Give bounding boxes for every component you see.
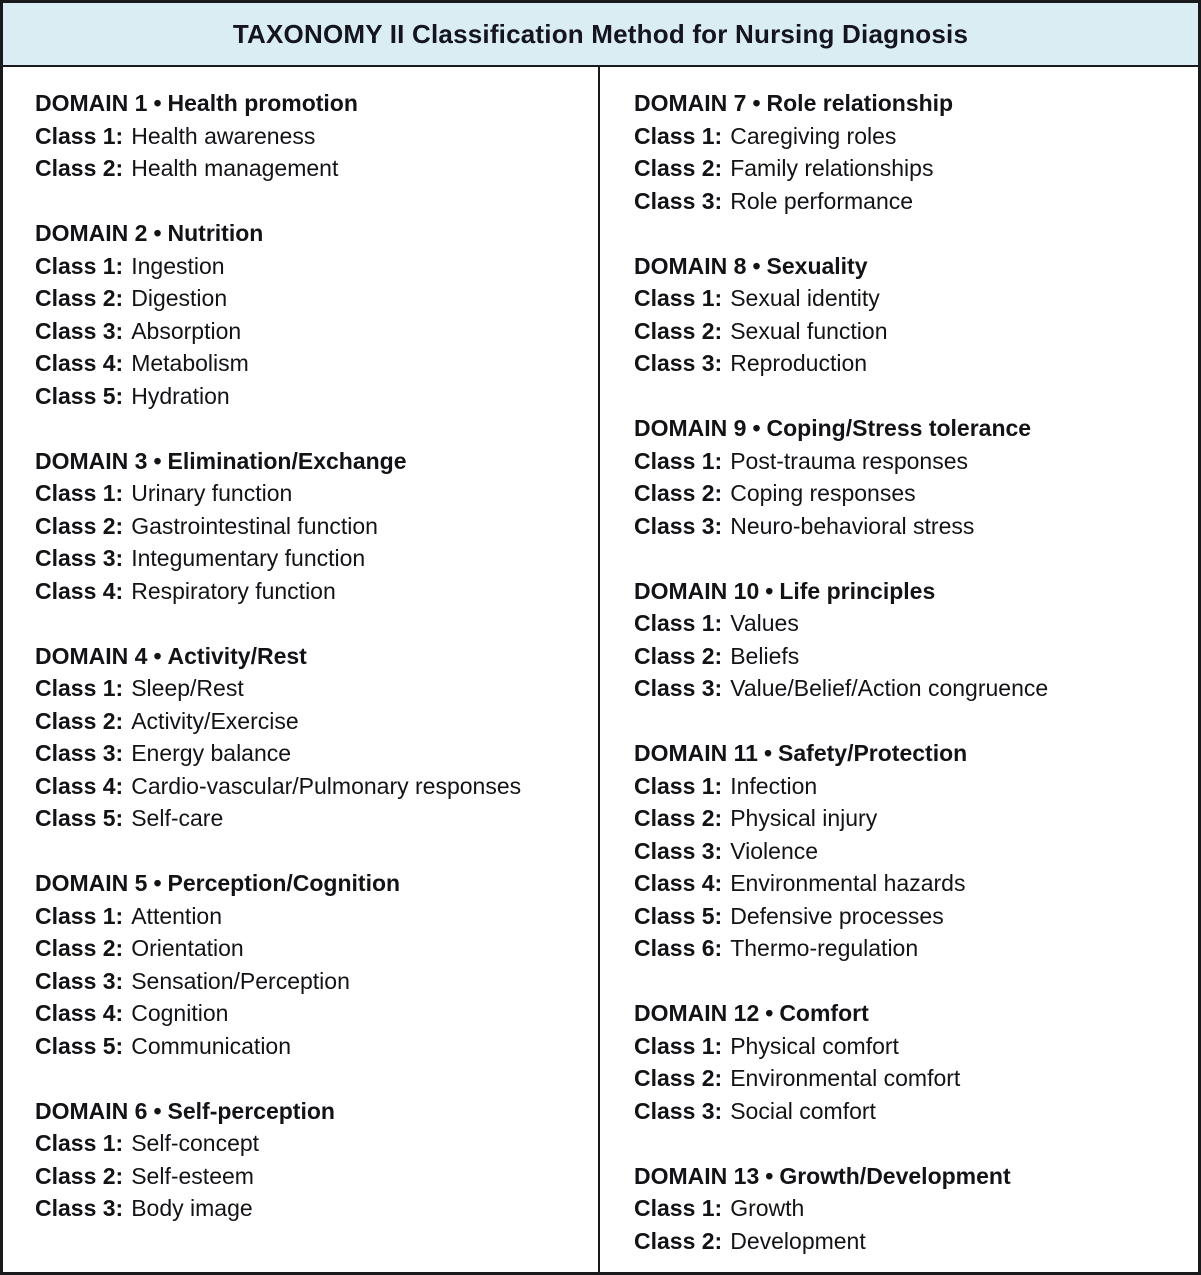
domain-heading	[35, 445, 586, 478]
class-item	[35, 802, 586, 835]
class-value: Environmental hazards	[730, 870, 966, 896]
class-value: Absorption	[131, 317, 242, 344]
class-value: Defensive processes	[730, 902, 944, 929]
column-left	[3, 67, 600, 1272]
bullet-separator-icon: •	[153, 870, 162, 896]
class-value: Thermo-regulation	[730, 935, 919, 961]
class-item	[35, 997, 586, 1030]
domain-heading	[35, 217, 586, 250]
domain-group	[634, 575, 1186, 705]
class-label: Class 5:	[35, 805, 124, 831]
class-label: Class 2:	[35, 285, 124, 311]
domain-number: DOMAIN 7	[634, 90, 747, 116]
class-item	[634, 802, 1186, 835]
class-value: Values	[730, 610, 799, 636]
domain-heading	[634, 997, 1186, 1030]
class-value: Self-esteem	[131, 1162, 254, 1189]
domain-group	[634, 1160, 1186, 1258]
class-value: Respiratory function	[131, 577, 336, 604]
class-value: Violence	[730, 837, 819, 864]
class-value: Sexual identity	[730, 285, 880, 311]
class-value: Metabolism	[131, 350, 249, 376]
domain-group	[634, 87, 1186, 217]
class-label: Class 2:	[634, 642, 723, 669]
class-item	[634, 477, 1186, 510]
class-value: Sleep/Rest	[131, 675, 244, 701]
domain-name: Nutrition	[167, 220, 264, 246]
class-label: Class 6:	[634, 935, 723, 961]
domain-name: Coping/Stress tolerance	[766, 415, 1032, 441]
domain-number: DOMAIN 1	[35, 90, 148, 116]
class-value: Physical comfort	[730, 1032, 899, 1059]
domain-name: Growth/Development	[779, 1162, 1011, 1189]
domain-name: Perception/Cognition	[167, 870, 401, 896]
class-item	[634, 607, 1186, 640]
class-item	[634, 120, 1186, 153]
domain-heading	[634, 87, 1186, 120]
class-item	[634, 185, 1186, 218]
class-item	[634, 900, 1186, 933]
domain-name: Health promotion	[167, 90, 358, 116]
class-item	[634, 932, 1186, 965]
class-label: Class 3:	[35, 317, 124, 344]
class-label: Class 2:	[634, 805, 723, 831]
domain-number: DOMAIN 8	[634, 252, 747, 279]
class-value: Sexual function	[730, 317, 888, 344]
domain-number: DOMAIN 3	[35, 447, 148, 474]
class-label: Class 2:	[35, 155, 124, 181]
bullet-separator-icon: •	[752, 415, 761, 441]
class-label: Class 3:	[35, 545, 124, 571]
class-value: Family relationships	[730, 155, 934, 181]
class-label: Class 4:	[634, 870, 723, 896]
class-label: Class 1:	[634, 772, 723, 799]
domain-heading	[634, 1160, 1186, 1193]
class-label: Class 5:	[634, 902, 723, 929]
class-item	[634, 1095, 1186, 1128]
domain-name: Safety/Protection	[778, 740, 968, 766]
domain-number: DOMAIN 9	[634, 415, 747, 441]
domain-group	[35, 640, 586, 835]
domain-heading	[35, 867, 586, 900]
class-item	[35, 510, 586, 543]
class-label: Class 3:	[634, 512, 723, 539]
class-label: Class 5:	[35, 382, 124, 409]
bullet-separator-icon: •	[153, 447, 162, 474]
domain-group	[35, 1095, 586, 1225]
class-label: Class 2:	[35, 1162, 124, 1189]
class-value: Development	[730, 1227, 866, 1254]
class-item	[35, 315, 586, 348]
class-value: Hydration	[131, 382, 230, 409]
class-label: Class 1:	[634, 285, 723, 311]
class-value: Orientation	[131, 935, 244, 961]
domain-heading	[634, 737, 1186, 770]
class-item	[634, 672, 1186, 705]
class-item	[35, 152, 586, 185]
class-value: Cognition	[131, 1000, 229, 1026]
domain-group	[634, 997, 1186, 1127]
class-item	[634, 835, 1186, 868]
class-value: Infection	[730, 772, 818, 799]
class-item	[634, 445, 1186, 478]
class-value: Urinary function	[131, 480, 293, 506]
domain-group	[634, 412, 1186, 542]
class-label: Class 2:	[634, 1227, 723, 1254]
domain-number: DOMAIN 5	[35, 870, 148, 896]
domain-heading	[35, 1095, 586, 1128]
class-value: Physical injury	[730, 805, 878, 831]
class-value: Health management	[131, 155, 339, 181]
class-item	[35, 477, 586, 510]
class-label: Class 1:	[634, 122, 723, 149]
class-item	[634, 1030, 1186, 1063]
domain-heading	[634, 575, 1186, 608]
bullet-separator-icon: •	[763, 740, 773, 766]
domain-name: Comfort	[779, 1000, 869, 1026]
class-value: Activity/Exercise	[131, 707, 299, 734]
class-label: Class 2:	[35, 935, 124, 961]
class-item	[35, 672, 586, 705]
class-value: Self-care	[131, 805, 224, 831]
class-item	[35, 705, 586, 738]
class-value: Cardio-vascular/Pulmonary responses	[131, 772, 522, 799]
class-item	[35, 282, 586, 315]
class-item	[35, 900, 586, 933]
class-label: Class 3:	[634, 350, 723, 376]
class-value: Body image	[131, 1195, 253, 1221]
class-value: Attention	[131, 902, 223, 929]
domain-group	[634, 250, 1186, 380]
domain-heading	[634, 412, 1186, 445]
class-item	[35, 120, 586, 153]
class-item	[35, 575, 586, 608]
domain-name: Life principles	[779, 577, 936, 604]
class-label: Class 1:	[35, 252, 124, 279]
class-value: Digestion	[131, 285, 228, 311]
class-item	[35, 1192, 586, 1225]
class-item	[634, 347, 1186, 380]
domain-number: DOMAIN 11	[634, 740, 758, 766]
class-value: Neuro-behavioral stress	[730, 512, 975, 539]
class-label: Class 3:	[35, 740, 124, 766]
class-item	[35, 1127, 586, 1160]
class-label: Class 3:	[35, 1195, 124, 1221]
bullet-separator-icon: •	[765, 1162, 774, 1189]
class-value: Coping responses	[730, 480, 916, 506]
class-value: Environmental comfort	[730, 1065, 961, 1091]
domain-number: DOMAIN 12	[634, 1000, 760, 1026]
class-label: Class 2:	[634, 1065, 723, 1091]
class-label: Class 4:	[35, 1000, 124, 1026]
domain-group	[35, 217, 586, 412]
table-header	[3, 3, 1198, 67]
domain-name: Self-perception	[167, 1097, 335, 1124]
class-item	[634, 1192, 1186, 1225]
class-label: Class 1:	[35, 1130, 124, 1156]
class-label: Class 3:	[634, 187, 723, 214]
class-label: Class 3:	[35, 967, 124, 994]
class-value: Beliefs	[730, 642, 800, 669]
domain-group	[35, 445, 586, 608]
domain-number: DOMAIN 10	[634, 577, 760, 604]
class-item	[634, 770, 1186, 803]
class-label: Class 3:	[634, 1097, 723, 1124]
class-item	[634, 1062, 1186, 1095]
domain-heading	[634, 250, 1186, 283]
class-value: Post-trauma responses	[730, 447, 968, 474]
class-item	[634, 315, 1186, 348]
class-item	[634, 867, 1186, 900]
bullet-separator-icon: •	[752, 252, 761, 279]
domain-number: DOMAIN 4	[35, 642, 148, 669]
class-value: Self-concept	[131, 1130, 260, 1156]
domain-group	[35, 867, 586, 1062]
class-label: Class 3:	[634, 837, 723, 864]
class-label: Class 1:	[35, 480, 124, 506]
class-value: Ingestion	[131, 252, 225, 279]
class-label: Class 2:	[35, 512, 124, 539]
class-label: Class 4:	[35, 577, 124, 604]
class-item	[35, 737, 586, 770]
class-item	[634, 640, 1186, 673]
class-label: Class 1:	[634, 610, 723, 636]
class-label: Class 2:	[634, 155, 723, 181]
class-value: Communication	[131, 1032, 292, 1059]
domain-name: Elimination/Exchange	[167, 447, 407, 474]
class-item	[35, 770, 586, 803]
class-label: Class 2:	[634, 480, 723, 506]
bullet-separator-icon: •	[153, 220, 162, 246]
class-item	[634, 152, 1186, 185]
class-item	[634, 510, 1186, 543]
domain-number: DOMAIN 6	[35, 1097, 148, 1124]
bullet-separator-icon: •	[153, 1097, 162, 1124]
class-label: Class 2:	[35, 707, 124, 734]
class-label: Class 5:	[35, 1032, 124, 1059]
class-item	[35, 1030, 586, 1063]
domain-heading	[35, 87, 586, 120]
domain-name: Activity/Rest	[167, 642, 307, 669]
class-label: Class 1:	[634, 447, 723, 474]
class-label: Class 4:	[35, 772, 124, 799]
domain-name: Sexuality	[766, 252, 868, 279]
domain-number: DOMAIN 2	[35, 220, 148, 246]
class-value: Role performance	[730, 187, 914, 214]
class-value: Growth	[730, 1195, 805, 1221]
class-value: Social comfort	[730, 1097, 876, 1124]
page-title: TAXONOMY II Classification Method for Nursing Diagnosis	[232, 18, 969, 49]
class-label: Class 1:	[634, 1195, 723, 1221]
class-value: Gastrointestinal function	[131, 512, 378, 539]
class-label: Class 4:	[35, 350, 124, 376]
class-item	[35, 1160, 586, 1193]
class-item	[35, 380, 586, 413]
class-item	[35, 542, 586, 575]
class-item	[35, 965, 586, 998]
class-item	[634, 282, 1186, 315]
class-value: Integumentary function	[131, 545, 366, 571]
domain-group	[634, 737, 1186, 965]
class-item	[35, 250, 586, 283]
class-label: Class 1:	[35, 122, 124, 149]
column-right	[600, 67, 1198, 1272]
class-label: Class 1:	[35, 902, 124, 929]
domain-number: DOMAIN 13	[634, 1162, 760, 1189]
bullet-separator-icon: •	[752, 90, 761, 116]
class-label: Class 2:	[634, 317, 723, 344]
bullet-separator-icon: •	[153, 90, 162, 116]
class-value: Health awareness	[131, 122, 316, 149]
class-item	[35, 347, 586, 380]
bullet-separator-icon: •	[153, 642, 162, 669]
class-value: Energy balance	[131, 740, 292, 766]
bullet-separator-icon: •	[765, 577, 774, 604]
class-label: Class 1:	[634, 1032, 723, 1059]
table-body	[3, 67, 1198, 1272]
class-value: Value/Belief/Action congruence	[730, 675, 1049, 701]
domain-name: Role relationship	[766, 90, 954, 116]
class-value: Sensation/Perception	[131, 967, 350, 994]
class-value: Reproduction	[730, 350, 868, 376]
class-item	[634, 1225, 1186, 1258]
class-label: Class 1:	[35, 675, 124, 701]
bullet-separator-icon: •	[765, 1000, 774, 1026]
class-item	[35, 932, 586, 965]
domain-group	[35, 87, 586, 185]
class-label: Class 3:	[634, 675, 723, 701]
class-value: Caregiving roles	[730, 122, 897, 149]
domain-heading	[35, 640, 586, 673]
